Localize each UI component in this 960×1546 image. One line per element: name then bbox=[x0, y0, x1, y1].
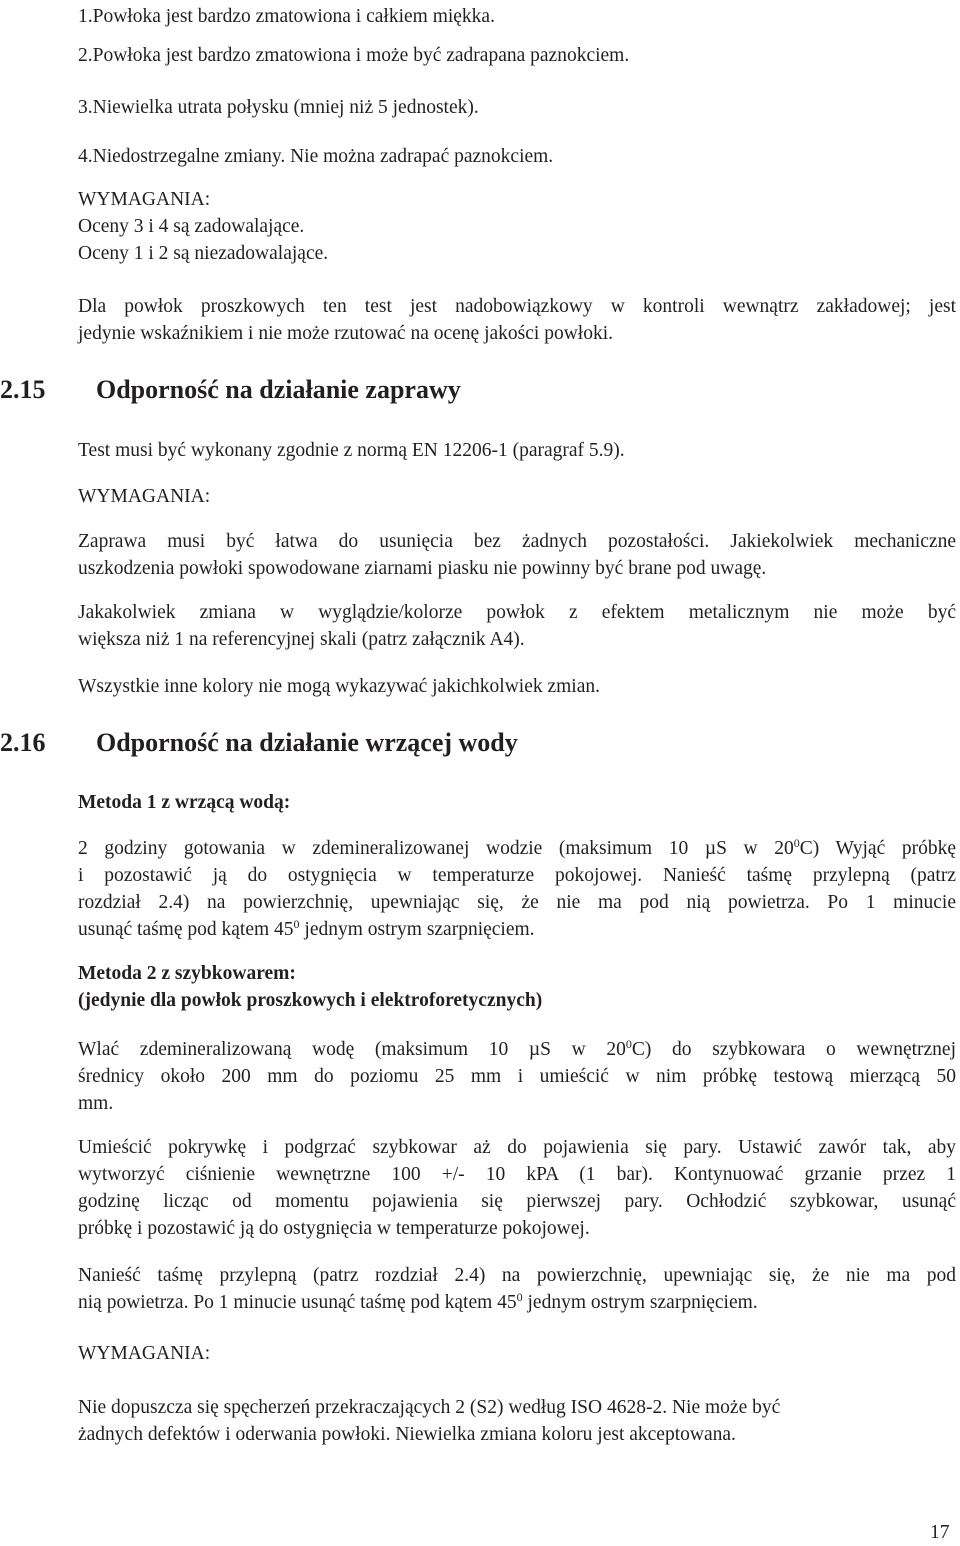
paragraph-line: Zaprawa musi być łatwa do usunięcia bez żadnych pozostałości. Jakiekolwiek mechaniczne bbox=[78, 531, 956, 552]
method-2-heading: Metoda 2 z szybkowarem: bbox=[78, 963, 296, 984]
paragraph-line: godzinę licząc od momentu pojawienia się pierwszej pary. Ochłodzić szybkowar, usunąć bbox=[78, 1191, 956, 1212]
paragraph-line: Umieścić pokrywkę i podgrzać szybkowar aż do pojawienia się pary. Ustawić zawór tak, aby bbox=[78, 1137, 956, 1158]
paragraph-line: Wszystkie inne kolory nie mogą wykazywać jakichkolwiek zmian. bbox=[78, 676, 601, 697]
requirements-line: Oceny 3 i 4 są zadowalające. bbox=[78, 216, 305, 237]
requirements-label: WYMAGANIA: bbox=[78, 189, 211, 210]
paragraph-line: mm. bbox=[78, 1093, 114, 1114]
section-title: Odporność na działanie wrzącej wody bbox=[96, 728, 518, 757]
list-item-4: 4.Niedostrzegalne zmiany. Nie można zadrapać paznokciem. bbox=[78, 146, 554, 167]
section-number: 2.15 bbox=[0, 375, 46, 404]
method-2-subheading: (jedynie dla powłok proszkowych i elektroforetycznych) bbox=[78, 990, 543, 1011]
list-item-3: 3.Niewielka utrata połysku (mniej niż 5 jednostek). bbox=[78, 97, 479, 118]
requirements-label: WYMAGANIA: bbox=[78, 1343, 211, 1364]
paragraph-line: nią powietrza. Po 1 minucie usunąć taśmę pod kątem $45^0$ jednym ostrym szarpnięciem. bbox=[78, 1290, 758, 1313]
paragraph-line: 2 godziny gotowania w zdemineralizowanej wodzie (maksimum 10 µS w $20^0C$) Wyjąć próbkę bbox=[78, 836, 957, 859]
paragraph-line: Wlać zdemineralizowaną wodę (maksimum 10 µS w $20^0C$) do szybkowara o wewnętrznej bbox=[78, 1037, 956, 1060]
method-1-heading: Metoda 1 z wrzącą wodą: bbox=[78, 792, 291, 813]
paragraph-line: Jakakolwiek zmiana w wyglądzie/kolorze powłok z efektem metalicznym nie może być bbox=[78, 602, 956, 623]
paragraph-line: usunąć taśmę pod kątem $45^0$ jednym ostrym szarpnięciem. bbox=[78, 917, 535, 940]
section-heading-2-16 bbox=[0, 727, 518, 759]
powder-note-line: jedynie wskaźnikiem i nie może rzutować na ocenę jakości powłoki. bbox=[78, 323, 613, 344]
paragraph-line: i pozostawić ją do ostygnięcia w temperaturze pokojowej. Nanieść taśmę przylepną (patrz bbox=[78, 865, 956, 886]
paragraph-line: większa niż 1 na referencyjnej skali (patrz załącznik A4). bbox=[78, 629, 525, 650]
page-number: 17 bbox=[930, 1522, 950, 1543]
section-number: 2.16 bbox=[0, 728, 46, 757]
paragraph-line: Nanieść taśmę przylepną (patrz rozdział 2.4) na powierzchnię, upewniając się, że nie ma pod bbox=[78, 1265, 956, 1286]
paragraph-line: średnicy około 200 mm do poziomu 25 mm i umieścić w nim próbkę testową mierzącą 50 bbox=[78, 1066, 956, 1087]
requirements-label: WYMAGANIA: bbox=[78, 486, 211, 507]
paragraph-line: wytworzyć ciśnienie wewnętrzne 100 +/- 10 kPA (1 bar). Kontynuować grzanie przez 1 bbox=[78, 1164, 956, 1185]
powder-note-line: Dla powłok proszkowych ten test jest nadobowiązkowy w kontroli wewnątrz zakładowej; jest bbox=[78, 296, 956, 317]
requirements-line: Oceny 1 i 2 są niezadowalające. bbox=[78, 243, 329, 264]
section-title: Odporność na działanie zaprawy bbox=[96, 375, 461, 404]
section-heading-2-15 bbox=[0, 374, 461, 406]
requirements-line: żadnych defektów i oderwania powłoki. Niewielka zmiana koloru jest akceptowana. bbox=[78, 1424, 736, 1445]
requirements-line: Nie dopuszcza się spęcherzeń przekraczających 2 (S2) według ISO 4628-2. Nie może być bbox=[78, 1397, 781, 1418]
list-item-2: 2.Powłoka jest bardzo zmatowiona i może być zadrapana paznokciem. bbox=[78, 45, 630, 66]
paragraph-line: próbkę i pozostawić ją do ostygnięcia w temperaturze pokojowej. bbox=[78, 1218, 590, 1239]
list-item-1: 1.Powłoka jest bardzo zmatowiona i całkiem miękka. bbox=[78, 6, 495, 27]
section-intro: Test musi być wykonany zgodnie z normą EN 12206-1 (paragraf 5.9). bbox=[78, 440, 625, 461]
paragraph-line: rozdział 2.4) na powierzchnię, upewniając się, że nie ma pod nią powietrza. Po 1 minucie bbox=[78, 892, 956, 913]
paragraph-line: uszkodzenia powłoki spowodowane ziarnami piasku nie powinny być brane pod uwagę. bbox=[78, 558, 767, 579]
